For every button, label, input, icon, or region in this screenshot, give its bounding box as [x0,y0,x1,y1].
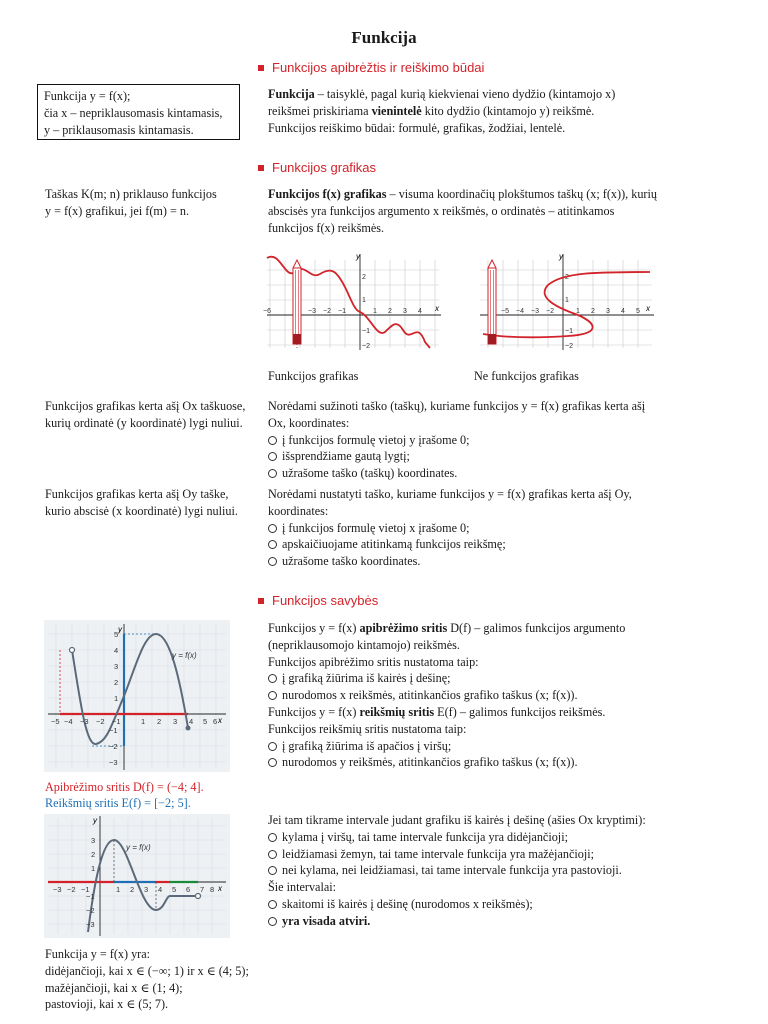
svg-text:3: 3 [144,885,149,894]
defbox-line-1: Funkcija y = f(x); [44,89,131,103]
definition-text: Funkcija – taisyklė, pagal kurią kiekvienai vieno dydžio (kintamojo x) reikšmei priskiriama vienintelė kito dydžio (kintamojo y) reikšmė. Funkcijos reiškimo būdai: formulė, grafikas, žodžiai, lentelė. [268,87,616,135]
y-axis-label: y [93,816,97,825]
svg-text:1: 1 [141,717,146,726]
x-axis-label: x [646,304,650,313]
range-result: Reikšmių sritis E(f) = [−2; 5]. [45,796,191,810]
svg-text:−1: −1 [112,717,121,726]
function-graph-figure [265,250,443,356]
svg-text:2: 2 [114,678,119,687]
list-item: į grafiką žiūrima iš kairės į dešinę; [268,670,663,687]
y-axis-label: y [559,252,563,261]
point-on-graph-rule: Taškas K(m; n) priklauso funkcijos y = f(x) grafikui, jei f(m) = n. [45,187,217,218]
svg-text:4: 4 [158,885,163,894]
defbox-line-2: čia x – nepriklausomasis kintamasis, [44,105,223,120]
svg-text:3: 3 [403,308,407,315]
svg-text:4: 4 [189,717,194,726]
svg-text:−1: −1 [81,885,90,894]
svg-text:1: 1 [576,308,580,315]
caption-non-function-graph: Ne funkcijos grafikas [474,369,579,383]
svg-text:1: 1 [114,694,119,703]
function-label: y = f(x) [126,843,151,852]
defbox-line-3: y – priklausomasis kintamasis. [44,122,194,137]
function-label: y = f(x) [172,651,197,660]
oy-intersection-rule: Funkcijos grafikas kerta ašį Oy taške, kurio abscisė (x koordinatė) lygi nuliui. [45,487,238,518]
svg-text:4: 4 [621,308,625,315]
svg-text:−1: −1 [86,892,95,901]
open-endpoint [70,648,75,653]
list-item: kylama į viršų, tai tame intervale funkcija yra didėjančioji; [268,829,663,846]
bullet-square-icon [258,598,264,604]
svg-text:−3: −3 [109,758,118,767]
list-item: į funkcijos formulę vietoj x įrašome 0; [268,520,660,537]
svg-text:5: 5 [172,885,177,894]
svg-text:3: 3 [606,308,610,315]
domain-range-explanation: Funkcijos y = f(x) apibrėžimo sritis D(f) – galimos funkcijos argumento (nepriklausomojo kintamojo) reikšmės. Funkcijos apibrėžimo sritis nustatoma taip: į grafiką žiūrima iš kairės į dešinę; nurodomos x reikšmės, atitinkančios grafiko taškus (x; f(x)). Funkcijos y = f(x) reikšmių sritis E(f) – galimos funkcijos reikšmės. Funkcijos reikšmių sritis nustatoma taip: į grafiką žiūrima iš apačios į viršų; nurodomos y reikšmės, atitinkančios grafiko taškus (x; f(x)). [268,620,663,771]
svg-text:5: 5 [636,308,640,315]
y-axis-label: y [118,625,122,634]
list-item: užrašome taško (taškų) koordinates. [268,465,660,482]
svg-text:2: 2 [130,885,135,894]
list-item: nei kylama, nei leidžiamasi, tai tame intervale funkcija yra pastovioji. [268,862,663,879]
non-function-graph-figure [478,250,656,356]
pencil-icon [293,268,301,344]
x-axis-label: x [218,716,222,725]
svg-text:−2: −2 [546,308,554,315]
monotonicity-explanation: Jei tam tikrame intervale judant grafiku iš kairės į dešinę (ašies Ox kryptimi): kylama į viršų, tai tame intervale funkcija yra didėjančioji; leidžiamasi žemyn, tai tame intervale funkcija yra mažėjančioji; nei kylama, nei leidžiamasi, tai tame intervale funkcija yra pastovioji. Šie intervalai: skaitomi iš kairės į dešinę (nurodomos x reikšmės); yra visada atviri. [268,812,663,930]
svg-text:−1: −1 [109,726,118,735]
pencil-icon [488,268,496,344]
svg-text:−1: −1 [338,308,346,315]
svg-text:2: 2 [388,308,392,315]
svg-text:5: 5 [203,717,208,726]
expression-methods: Funkcijos reiškimo būdai: formulė, grafikas, žodžiai, lentelė. [268,120,566,135]
svg-text:−4: −4 [64,717,73,726]
list-item: skaitomi iš kairės į dešinę (nurodomos x reikšmės); [268,896,663,913]
y-axis-label: y [356,252,360,261]
list-item: į funkcijos formulę vietoj y įrašome 0; [268,432,660,449]
svg-text:−3: −3 [80,717,89,726]
svg-text:−2: −2 [323,308,331,315]
page-title: Funkcija [351,28,417,47]
svg-text:3: 3 [91,836,96,845]
open-endpoint [196,894,201,899]
list-item: apskaičiuojame atitinkamą funkcijos reikšmę; [268,536,660,553]
closed-endpoint [186,726,191,731]
list-item: leidžiamasi žemyn, tai tame intervale funkcija yra mažėjančioji; [268,846,663,863]
bullet-square-icon [258,165,264,171]
x-axis-label: x [435,304,439,313]
section-heading-graph: Funkcijos grafikas [258,160,376,175]
svg-text:1: 1 [565,297,569,304]
svg-text:1: 1 [91,864,96,873]
decreasing-summary: mažėjančioji, kai x ∈ (1; 4); [45,980,183,995]
ox-intersection-rule: Funkcijos grafikas kerta ašį Ox taškuose, kurių ordinatė (y koordinatė) lygi nuliui. [45,399,246,430]
svg-text:6: 6 [186,885,191,894]
list-item: nurodomos x reikšmės, atitinkančios grafiko taškus (x; f(x)). [268,687,663,704]
svg-text:−6: −6 [263,308,271,315]
svg-text:−1: −1 [362,328,370,335]
svg-text:2: 2 [362,274,366,281]
svg-text:8: 8 [210,885,215,894]
svg-text:2: 2 [157,717,162,726]
caption-function-graph: Funkcijos grafikas [268,369,359,383]
svg-text:1: 1 [373,308,377,315]
svg-text:−2: −2 [86,906,95,915]
svg-text:3: 3 [173,717,178,726]
section-heading-definition: Funkcijos apibrėžtis ir reiškimo būdai [258,60,484,75]
list-item: užrašome taško koordinates. [268,553,660,570]
svg-text:5: 5 [114,630,119,639]
list-item: yra visada atviri. [268,913,663,930]
x-axis-label: x [218,884,222,893]
svg-text:7: 7 [200,885,205,894]
bullet-square-icon [258,65,264,71]
ox-intersection-steps: Norėdami sužinoti taško (taškų), kuriame funkcijos y = f(x) grafikas kerta ašį Ox, koordinates: į funkcijos formulę vietoj y įrašome 0; išsprendžiame gautą lygtį; užrašome taško (taškų) koordinates. [268,398,660,482]
svg-text:1: 1 [362,297,366,304]
svg-text:−3: −3 [531,308,539,315]
svg-text:−1: −1 [565,328,573,335]
svg-text:−2: −2 [109,742,118,751]
svg-text:−3: −3 [86,920,95,929]
section-heading-properties: Funkcijos savybės [258,593,378,608]
svg-text:−3: −3 [53,885,62,894]
function-curve [267,257,430,348]
monotonicity-summary: Funkcija y = f(x) yra: didėjančioji, kai x ∈ (−∞; 1) ir x ∈ (4; 5); mažėjančioji, kai x ∈ (1; 4); pastovioji, kai x ∈ (5; 7). [45,946,270,1013]
svg-text:−2: −2 [362,343,370,350]
svg-text:−2: −2 [565,343,573,350]
svg-text:4: 4 [418,308,422,315]
svg-text:2: 2 [91,850,96,859]
svg-text:−5: −5 [501,308,509,315]
definition-box [37,84,240,140]
svg-text:−5: −5 [51,717,60,726]
monotonicity-graph [44,814,230,938]
svg-text:−2: −2 [96,717,105,726]
svg-text:2: 2 [565,274,569,281]
svg-text:4: 4 [114,646,119,655]
svg-text:6: 6 [213,717,218,726]
svg-text:−3: −3 [308,308,316,315]
list-item: į grafiką žiūrima iš apačios į viršų; [268,738,663,755]
svg-text:2: 2 [591,308,595,315]
graph-definition: Funkcijos f(x) grafikas – visuma koordinačių plokštumos taškų (x; f(x)), kurių abscisės yra funkcijos argumento x reikšmės, o ordinatės – atitinkamos funkcijos f(x) reikšmės. [268,187,657,235]
oy-intersection-steps: Norėdami nustatyti taško, kuriame funkcijos y = f(x) grafikas kerta ašį Oy, koordinates: į funkcijos formulę vietoj x įrašome 0; apskaičiuojame atitinkamą funkcijos reikšmę; užrašome taško koordinates. [268,486,660,570]
domain-range-graph [44,620,230,772]
svg-text:3: 3 [114,662,119,671]
list-item: išsprendžiame gautą lygtį; [268,448,660,465]
svg-text:−2: −2 [67,885,76,894]
svg-text:1: 1 [116,885,121,894]
increasing-summary: didėjančioji, kai x ∈ (−∞; 1) ir x ∈ (4; 5); [45,963,249,978]
svg-text:−4: −4 [516,308,524,315]
domain-result: Apibrėžimo sritis D(f) = (−4; 4]. [45,780,204,794]
list-item: nurodomos y reikšmės, atitinkančios grafiko taškus (x; f(x)). [268,754,663,771]
constant-summary: pastovioji, kai x ∈ (5; 7). [45,997,169,1012]
